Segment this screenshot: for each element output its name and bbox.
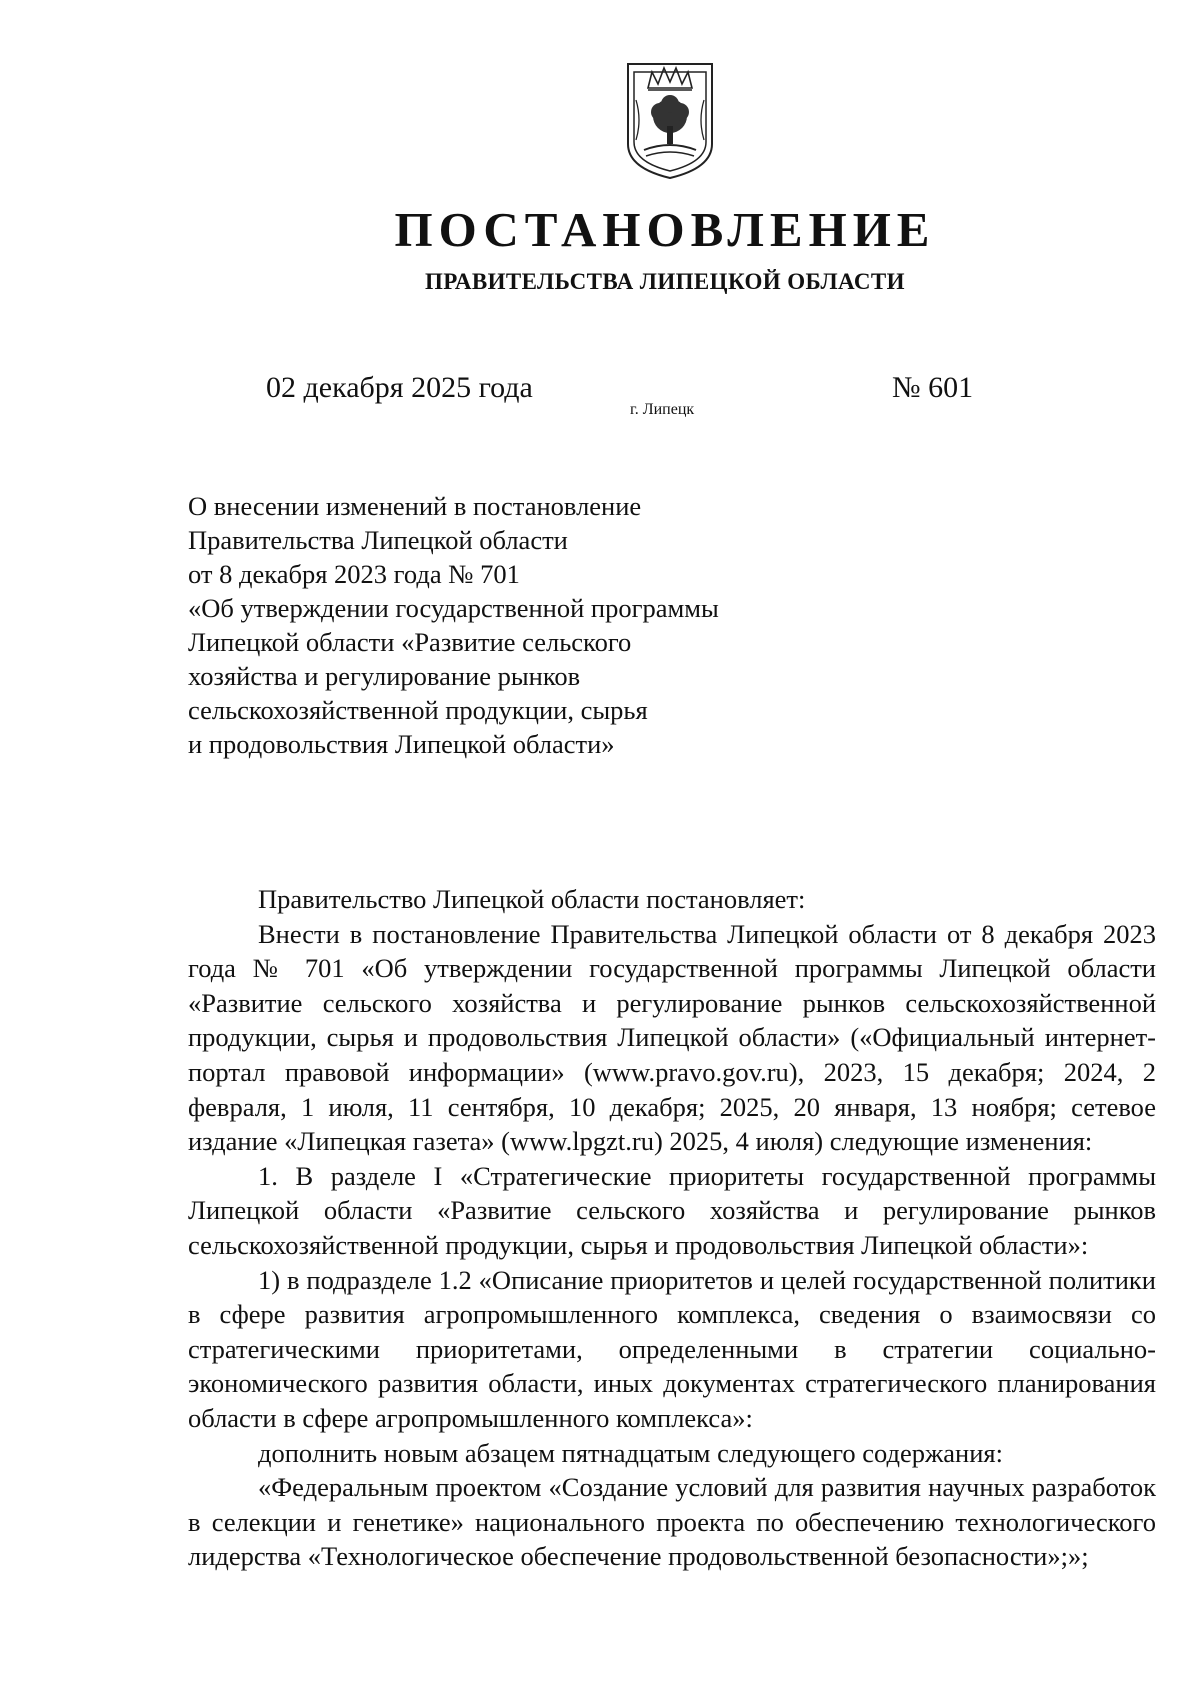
heading-line: Липецкой области «Развитие сельского [188,627,632,657]
body-paragraph-resolves: Правительство Липецкой области постановляет: [258,884,806,914]
heading-line: и продовольствия Липецкой области» [188,729,615,759]
heading-line: хозяйства и регулирование рынков [188,661,581,691]
document-city: г. Липецк [630,401,695,418]
body-paragraph-federal-project: «Федеральным проектом «Создание условий для развития научных разработок в селекции и генетике» национального проекта по обеспечению технологического лидерства «Технологическое обеспечение продовольственной безопасности»;»; [188,1472,1156,1572]
body-paragraph-amendment: Внести в постановление Правительства Липецкой области от 8 декабря 2023 года № 701 «Об утверждении государственной программы Липецкой области «Развитие сельского хозяйства и регулирование рынков сельскохозяйственной продукции, сырья и продовольствия Липецкой области» («Официальный интернет-портал правовой информации» (www.pravo.gov.ru), 2023, 15 декабря; 2024, 2 февраля, 1 июля, 11 сентября, 10 декабря; 2025, 20 января, 13 ноября; сетевое издание «Липецкая газета» (www.lpgzt.ru) 2025, 4 июля) следующие изменения: [188,918,1156,1157]
body-paragraph-section-1: 1. В разделе I «Стратегические приоритеты государственной программы Липецкой области «Развитие сельского хозяйства и регулирование рынков сельскохозяйственной продукции, сырья и продовольствия Липецкой области»: [188,1160,1156,1260]
document-subtitle: ПРАВИТЕЛЬСТВА ЛИПЕЦКОЙ ОБЛАСТИ [425,269,905,294]
body-paragraph-add-clause: дополнить новым абзацем пятнадцатым следующего содержания: [258,1437,1003,1468]
heading-line: О внесении изменений в постановление [188,491,642,521]
document-date: 02 декабря 2025 года [266,371,533,404]
document-number: № 601 [892,371,974,404]
heading-line: «Об утверждении государственной программы [188,593,719,623]
body-paragraph-subsection-1-2: 1) в подразделе 1.2 «Описание приоритетов и целей государственной политики в сфере развития агропромышленного комплекса, сведения о взаимосвязи со стратегическими приоритетами, определенными в стратегии социально-экономического развития области, иных документах стратегического планирования области в сфере агропромышленного комплекса»: [188,1264,1156,1433]
document-heading [188,489,888,761]
coat-of-arms-emblem [624,60,716,182]
document-title: ПОСТАНОВЛЕНИЕ [394,202,936,257]
document-body [188,882,1156,1574]
heading-line: Правительства Липецкой области [188,525,568,555]
heading-line: сельскохозяйственной продукции, сырья [188,695,648,725]
heading-line: от 8 декабря 2023 года № 701 [188,559,520,589]
